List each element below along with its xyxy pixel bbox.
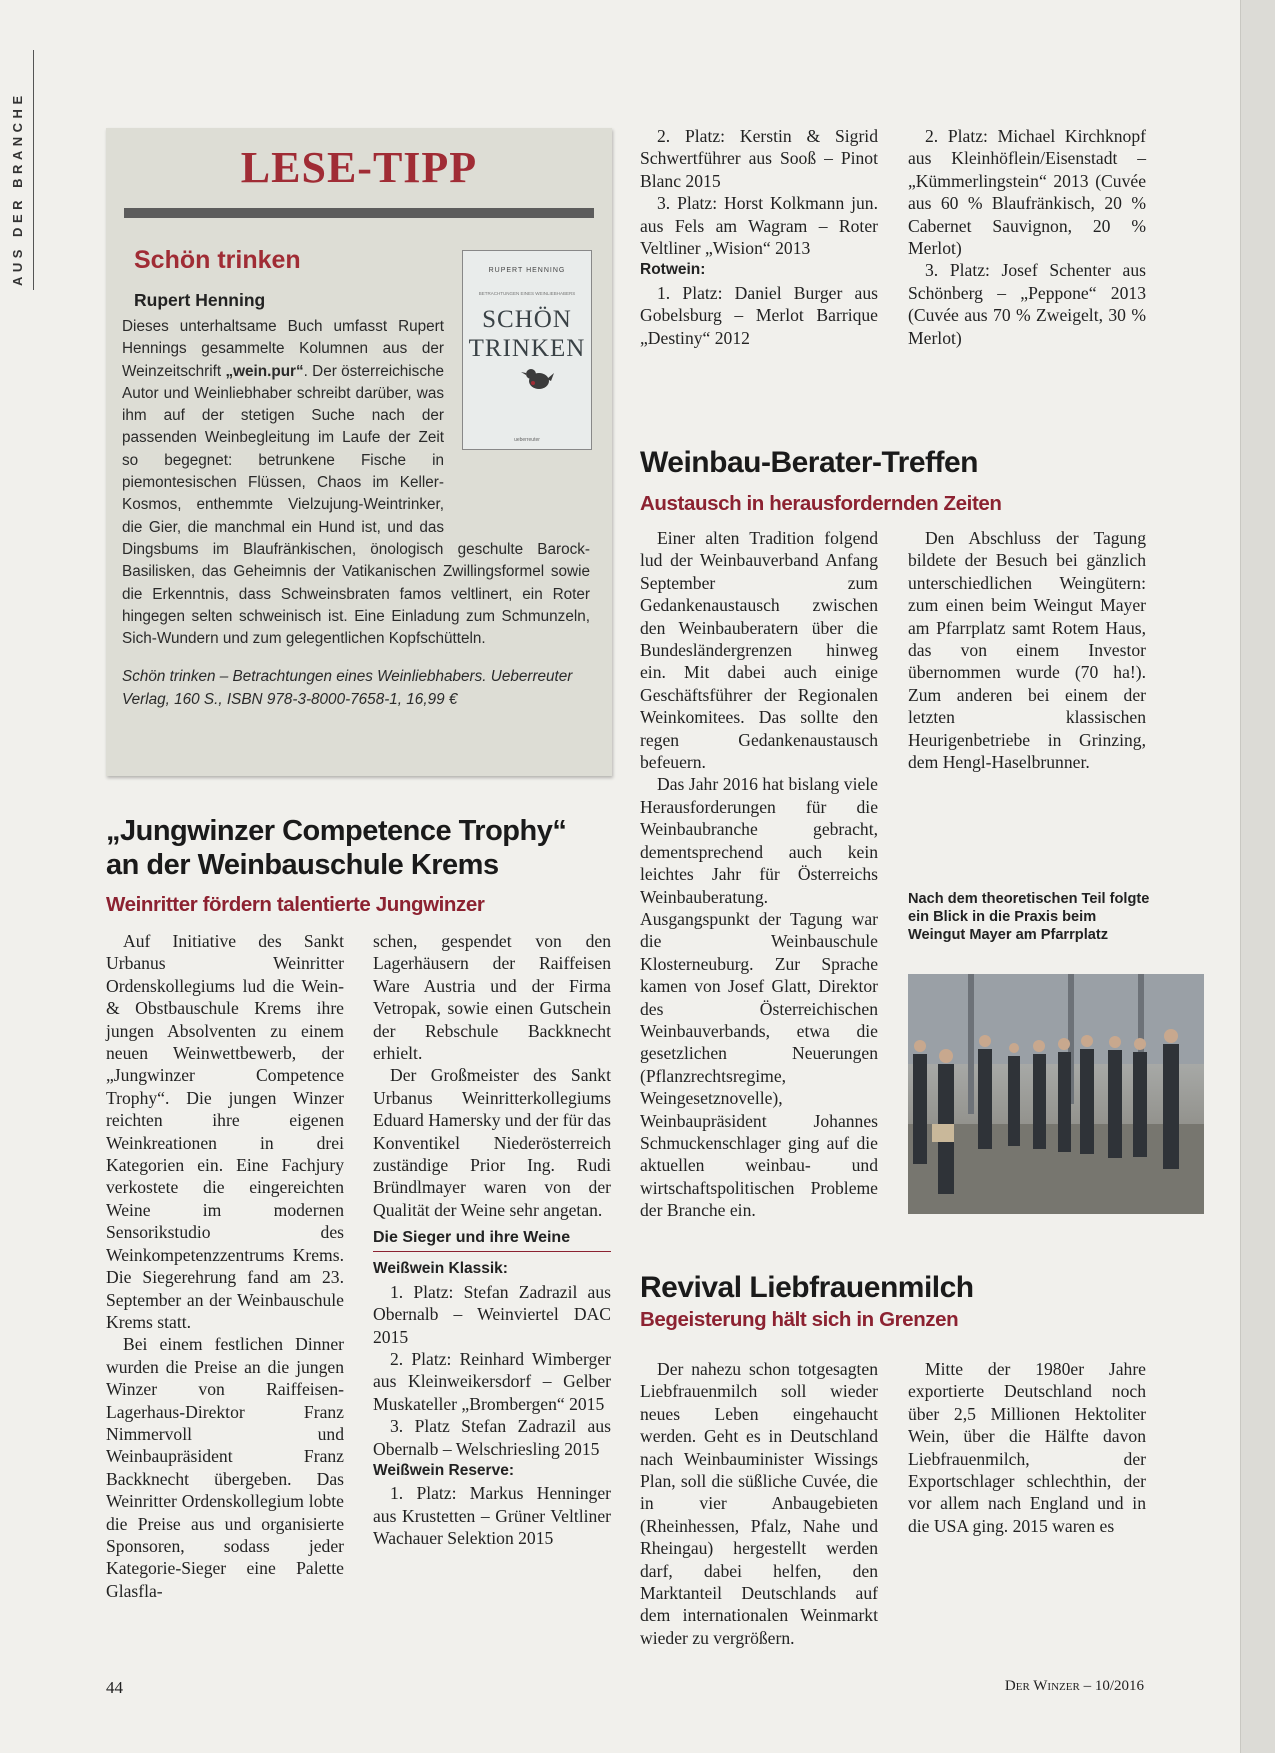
article3-paragraph: Mitte der 1980er Jahre exportierte Deutschland noch über 2,5 Millionen Hektoliter Wein, über die Hälfte davon Liebfrauenmilch, der Exportschlager schlechthin, der vor allem nach England und in die USA ging. 2015 waren es [908, 1359, 1146, 1536]
lesetipp-book-details: Schön trinken – Betrachtungen eines Weinliebhabers. Ueberreuter Verlag, 160 S., ISBN 978-3-8000-7658-1, 16,99 € [122, 668, 573, 708]
article1-headline-line1: „Jungwinzer Competence Trophy“ [106, 815, 567, 847]
publication-name: Der Winzer [1004, 1678, 1080, 1694]
book-cover-title-line1: SCHÖN [482, 306, 572, 333]
winners-continued-column3 [640, 125, 878, 349]
book-cover-publisher: ueberreuter [514, 437, 540, 443]
winners-category: Weißwein Reserve: [373, 1461, 514, 1479]
book-cover-subtitle: BETRACHTUNGEN EINES WEINLIEBHABERS [478, 291, 576, 296]
article2-paragraph: Den Abschluss der Tagung bildete der Besuch bei gänzlich unterschiedlichen Weingütern: zum einen beim Weingut Mayer am Pfarrplatz samt Rotem Haus, das von einem Investor übernommen wurde (70 ha!). Zum anderen bei einem der letzten klassischen Heurigenbetriebe in Grinzing, dem Hengl-Haselbrunner. [908, 528, 1146, 773]
article1-paragraph: schen, gespendet von den Lagerhäusern der Raiffeisen Ware Austria und der Firma Vetropak, sowie einen Gutschein der Rebschule Backknecht erhielt. [373, 931, 611, 1064]
winner-entry: 2. Platz: Reinhard Wimberger aus Kleinweikersdorf – Gelber Muskateller „Brombergen“ 2015 [373, 1348, 611, 1414]
winner-entry: 1. Platz: Markus Henninger aus Krustetten – Grüner Veltliner Wachauer Selektion 2015 [373, 1483, 611, 1549]
photo-caption: Nach dem theoretischen Teil folgte ein Blick in die Praxis beim Weingut Mayer am Pfarrplatz [908, 891, 1150, 943]
lesetipp-text-b: . Der österreichische Autor und Weinliebhaber schreibt darüber, was ihm auf der stetigen Suche nach der passenden Weinbegleitung im Laufe der Zeit so begegnet: betrunkene Fische in piemontesischen Flüssen, Chaos im Keller-Kosmos, enthemmte Vielzujung-Weintrinker, die Gier, die manchmal ein Hund ist, und das Dingsbums im Blaufränkischen, önologisch geschulte Barock-Basilisken, das Geheimnis der Vatikanischen Zwillingsformel sowie die Erkenntnis, dass Schweinsbraten famos veltlinert, ein Roter hingegen selten schweinisch ist. Eine Einladung zum Schmunzeln, Sich-Wundern und zum gelegentlichen Kopfschütteln. [122, 362, 590, 648]
winner-entry: 3. Platz: Josef Schenter aus Schönberg – „Peppone“ 2013 (Cuvée aus 70 % Zweigelt, 30 % Merlot) [908, 260, 1146, 348]
winner-entry: 3. Platz Stefan Zadrazil aus Obernalb – Welschriesling 2015 [373, 1416, 611, 1459]
lesetipp-label: LESE-TIPP [240, 143, 478, 192]
article1-headline-line2: an der Weinbauschule Krems [106, 849, 499, 881]
article3-column2 [908, 1358, 1146, 1628]
article2-subheadline: Austausch in herausfordernden Zeiten [640, 492, 1002, 515]
winner-entry: 2. Platz: Michael Kirchknopf aus Kleinhöflein/Eisenstadt – „Kümmerlingstein“ 2013 (Cuvée aus 60 % Blaufränkisch, 20 % Cabernet Sauvignon, 20 % Merlot) [908, 126, 1146, 259]
article2-paragraph: Einer alten Tradition folgend lud der Weinbauverband Anfang September zum Gedankenaustausch zwischen den Weinbauberatern über die Bundesländergrenzen hinweg ein. Mit dabei auch einige Geschäftsführer der Regionalen Weinkomitees. Das sollte den regen Gedankenaustausch befeuern. [640, 528, 878, 773]
winners-category: Weißwein Klassik: [373, 1260, 508, 1278]
article2-paragraph: Das Jahr 2016 hat bislang viele Herausforderungen für die Weinbaubranche gebracht, dementsprechend auch kein leichtes Jahr für Österreichs Weinbauberatung. Ausgangspunkt der Tagung war die Weinbauschule Klosterneuburg. Zur Sprache kamen von Josef Glatt, Direktor des Österreichischen Weinbauverbands, etwa die gesetzlichen Neuerungen (Pflanzrechtsregime, Weingesetznovelle), Weinbaupräsident Johannes Schmuckenschlager ging auf die aktuellen weinbau- und wirtschaftspolitischen Probleme der Branche ein. [640, 774, 878, 1221]
winners-continued-column4 [908, 125, 1146, 349]
article1-paragraph: Der Großmeister des Sankt Urbanus Weinritterkollegiums Eduard Hamersky und der für das Konventikel Niederösterreich zuständige Prior Ing. Rudi Bründlmayer waren von der Qualität der Weine sehr angetan. [373, 1065, 611, 1220]
lesetipp-divider [124, 208, 594, 218]
group-photo-image [908, 974, 1204, 1214]
winner-entry: 3. Platz: Horst Kolkmann jun. aus Fels am Wagram – Roter Veltliner „Wision“ 2013 [640, 193, 878, 259]
page-number: 44 [106, 1678, 123, 1697]
book-cover-title-line2: TRINKEN [468, 335, 586, 362]
article2-column1 [640, 527, 878, 1222]
publication-issue: – 10/2016 [1083, 1678, 1144, 1694]
winners-category: Rotwein: [640, 261, 706, 279]
article1-column1 [106, 930, 344, 1602]
section-label [8, 50, 34, 290]
section-label-text: AUS DER BRANCHE [10, 91, 25, 286]
article1-paragraph: Bei einem festlichen Dinner wurden die Preise an die jungen Winzer von Raiffeisen-Lagerhaus-Direktor Franz Nimmervoll und Weinbaupräsident Franz Backknecht übergeben. Das Weinritter Ordenskollegium lobte die Preise aus und organisierte Sponsoren, sodass jeder Kategorie-Sieger eine Palette Glasfla- [106, 1334, 344, 1601]
article2-column2 [908, 527, 1146, 773]
winner-entry: 1. Platz: Daniel Burger aus Gobelsburg – Merlot Barrique „Destiny“ 2012 [640, 282, 878, 348]
winner-entry: 1. Platz: Stefan Zadrazil aus Obernalb – Weinviertel DAC 2015 [373, 1281, 611, 1347]
lesetipp-title: Schön trinken [134, 246, 301, 274]
article3-paragraph: Der nahezu schon totgesagten Liebfrauenmilch soll wieder neues Leben eingehaucht werden. Geht es in Deutschland nach Weinbauminister Wissings Plan, soll die süßliche Cuvée, die in vier Anbaugebieten (Rheinhessen, Pfalz, Nahe und Rheingau) hergestellt werden darf, dabei helfen, den Marktanteil Deutschlands auf dem internationalen Weinmarkt wieder zu vergrößern. [640, 1359, 878, 1648]
article1-headline [106, 814, 616, 882]
lesetipp-box [106, 128, 612, 776]
group-photo-illustration [908, 974, 1204, 1214]
book-cover-author: RUPERT HENNING [488, 267, 566, 274]
article3-column1 [640, 1358, 878, 1648]
article2-headline: Weinbau-Berater-Treffen [640, 446, 979, 479]
article1-column2 [373, 930, 611, 1550]
article1-subheadline: Weinritter fördern talentierte Jungwinzer [106, 893, 485, 916]
lesetipp-magazine-name: „wein.pur“ [225, 362, 304, 380]
lesetipp-text-a: Dieses unterhaltsame Buch umfasst Rupert Hennings gesammelte Kolumnen aus der Weinzeitschrift [122, 318, 444, 380]
winners-heading: Die Sieger und ihre Weine [373, 1227, 611, 1252]
lesetipp-author: Rupert Henning [134, 290, 266, 310]
publication-footer [994, 1678, 1144, 1695]
lesetipp-body [122, 316, 590, 711]
winner-entry: 2. Platz: Kerstin & Sigrid Schwertführer aus Sooß – Pinot Blanc 2015 [640, 126, 878, 191]
article1-paragraph: Auf Initiative des Sankt Urbanus Weinritter Ordenskollegiums lud die Wein- & Obstbauschule Krems ihre jungen Absolventen zu einem neuen Weinwettbewerb, der „Jungwinzer Competence Trophy“. Die jungen Winzer reichten ihre eigenen Weinkreationen in drei Kategorien ein. Eine Fachjury verkostete die eingereichten Weine im modernen Sensorikstudio des Weinkompetenzzentrums Krems. Die Siegerehrung fand am 23. September an der Weinbauschule Krems statt. [106, 931, 344, 1332]
page-edge [1240, 0, 1275, 1753]
article3-headline: Revival Liebfrauenmilch [640, 1271, 974, 1304]
article3-subheadline: Begeisterung hält sich in Grenzen [640, 1308, 959, 1331]
